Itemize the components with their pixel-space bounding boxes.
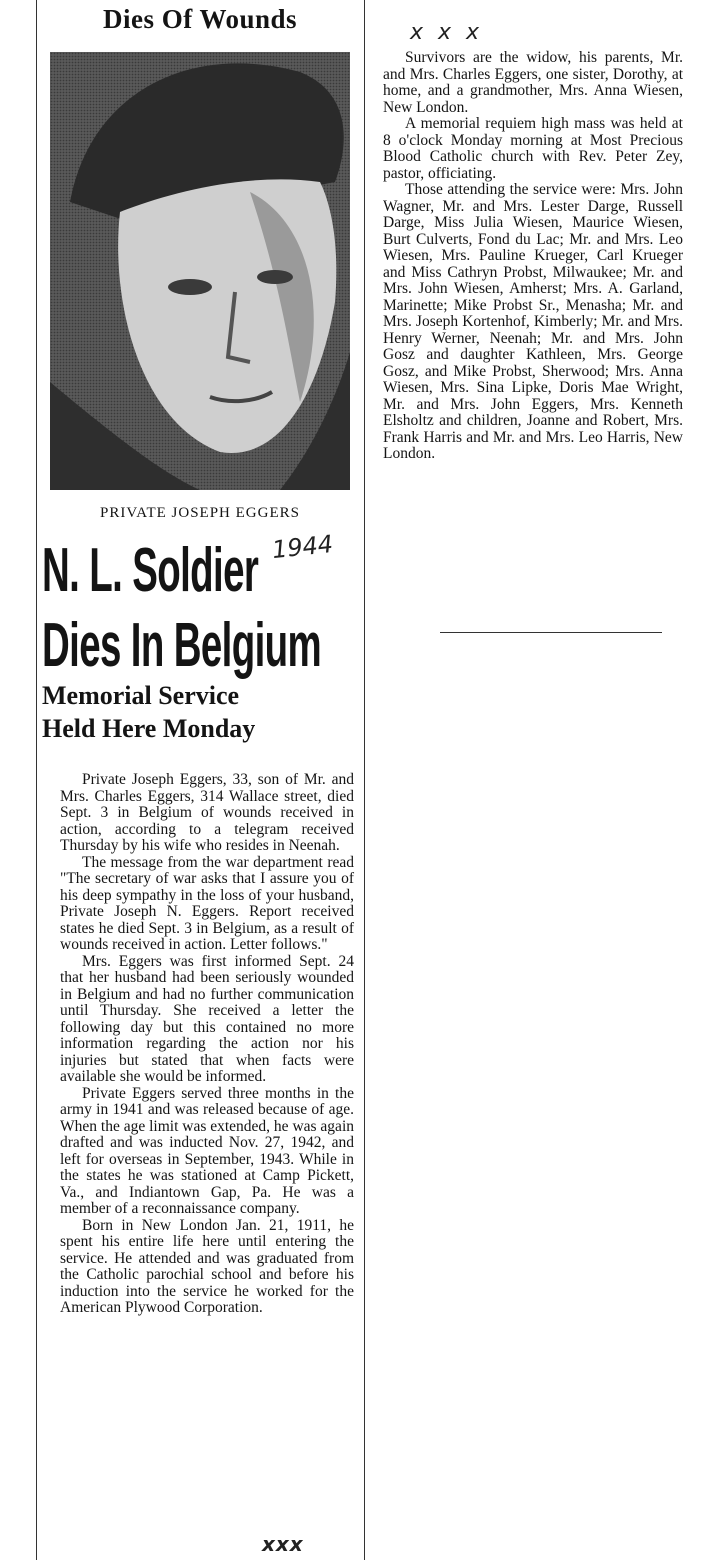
handwritten-marks-top: x x x <box>410 20 484 45</box>
subhead-line-2: Held Here Monday <box>42 714 256 743</box>
handwritten-marks-end: xxx <box>262 1532 304 1556</box>
soldier-photo <box>50 52 350 490</box>
headline-line-1: N. L. Soldier <box>42 536 259 605</box>
article-paragraph-1: Private Joseph Eggers, 33, son of Mr. and Mrs. Charles Eggers, 314 Wallace street, died Sept. 3 in Belgium of wounds received in action, according to a telegram received Thursday by his wife who resides in Neenah. <box>60 771 354 854</box>
article-paragraph-4: Private Eggers served three months in the army in 1941 and was released because of age. When the age limit was extended, he was again drafted and was inducted Nov. 27, 1942, and left for overseas in September, 1943. While in the states he was stationed at Camp Pickett, Va., and Indiantown Gap, Pa. He was a member of a reconnaissance company. <box>60 1084 354 1217</box>
photo-caption: PRIVATE JOSEPH EGGERS <box>100 505 300 521</box>
handwritten-year: 1944 <box>270 529 335 565</box>
headline-line-2: Dies In Belgium <box>42 611 322 680</box>
article-paragraph-3: Mrs. Eggers was first informed Sept. 24 that her husband had been seriously wounded in Belgium and had no further communication until Thursday. She received a letter the following day but this contained no more information regarding the action nor his injuries but stated that when facts were available she would be informed. <box>60 952 354 1085</box>
left-border-rule <box>36 0 37 1560</box>
top-heading: Dies Of Wounds <box>102 4 298 34</box>
portrait-image <box>50 52 350 490</box>
right-column-end-rule <box>440 632 662 633</box>
column-divider-rule <box>364 0 365 1560</box>
subhead-line-1: Memorial Service <box>42 681 240 710</box>
survivors-paragraph: Survivors are the widow, his parents, Mr. and Mrs. Charles Eggers, one sister, Dorothy, at home, and a grandmother, Mrs. Anna Wiesen, New London. <box>383 49 683 116</box>
left-column-article <box>60 772 354 1317</box>
article-paragraph-5: Born in New London Jan. 21, 1911, he spent his entire life here until entering the service. He attended and was graduated from the Catholic parochial school and before his induction into the service he worked for the American Plywood Corporation. <box>60 1216 354 1316</box>
memorial-paragraph: A memorial requiem high mass was held at 8 o'clock Monday morning at Most Precious Blood Catholic church with Rev. Peter Zey, pastor, officiating. <box>383 115 683 182</box>
attendees-paragraph: Those attending the service were: Mrs. John Wagner, Mr. and Mrs. Lester Darge, Russell Darge, Miss Julia Wiesen, Maurice Wiesen, Burt Culverts, Fond du Lac; Mr. and Mrs. Leo Wiesen, Mrs. Pauline Krueger, Carl Krueger and Miss Cathryn Probst, Milwaukee; Mr. and Mrs. John Wiesen, Amherst; Mrs. A. Garland, Marinette; Mike Probst Sr., Menasha; Mr. and Mrs. Joseph Kortenhof, Kimberly; Mr. and Mrs. Henry Werner, Neenah; Mr. and Mrs. John Gosz and daughter Kathleen, Mrs. George Gosz, and Mike Probst, Sherwood; Mrs. Anna Wiesen, Mrs. Sina Lipke, Doris Mae Wright, Mr. and Mrs. John Eggers, Mrs. Kenneth Elsholtz and children, Joanne and Robert, Mrs. Frank Harris and Mr. and Mrs. Leo Harris, New London. <box>383 181 683 462</box>
right-column-article <box>383 50 683 463</box>
article-paragraph-2: The message from the war department read "The secretary of war asks that I assure you of his deep sympathy in the loss of your husband, Private Joseph N. Eggers. Report received states he died Sept. 3 in Belgium, as a result of wounds received in action. Letter follows." <box>60 853 354 953</box>
